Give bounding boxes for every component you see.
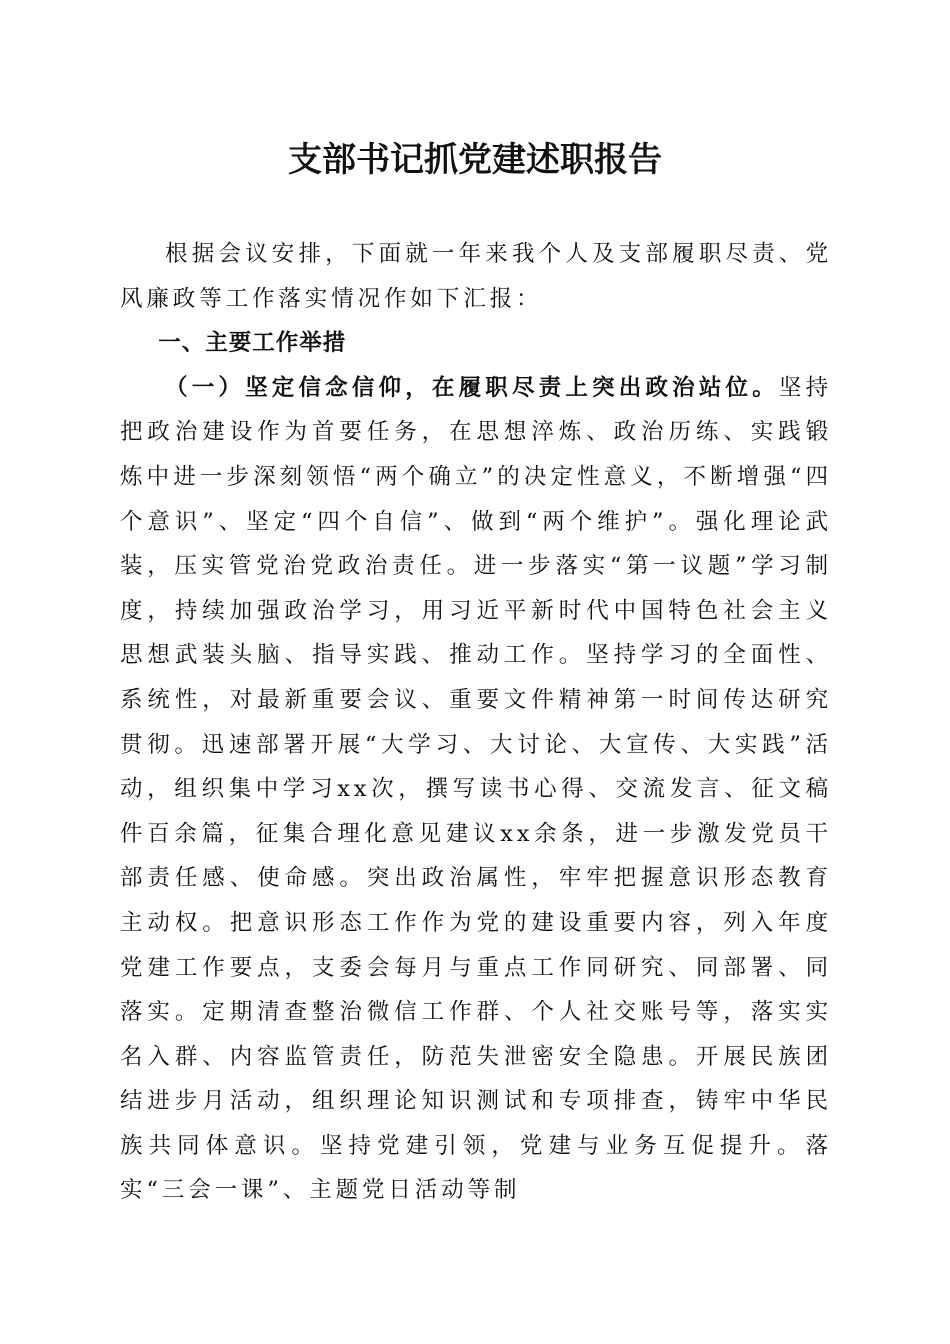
intro-paragraph: 根据会议安排，下面就一年来我个人及支部履职尽责、党风廉政等工作落实情况作如下汇报： — [120, 241, 832, 312]
subsection-body-1: 坚持把政治建设作为首要任务，在思想淬炼、政治历练、实践锻炼中进一步深刻领悟“两个确立”的决定性意义，不断增强“四个意识”、坚定“四个自信”、做到“两个维护”。强化理论武装，压实管党治党政治责任。进一步落实“第一议题”学习制度，持续加强政治学习，用习近平新时代中国特色社会主义思想武装头脑、指导实践、推动工作。坚持学习的全面性、系统性，对最新重要会议、重要文件精神第一时间传达研究贯彻。迅速部署开展“大学习、大讨论、大宣传、大实践”活动，组织集中学习xx次，撰写读书心得、交流发言、征文稿件百余篇，征集合理化意见建议xx余条，进一步激发党员干部责任感、使命感。突出政治属性，牢牢把握意识形态教育主动权。把意识形态工作作为党的建设重要内容，列入年度党建工作要点，支委会每月与重点工作同研究、同部署、同落实。定期清查整治微信工作群、个人社交账号等，落实实名入群、内容监管责任，防范失泄密安全隐患。开展民族团结进步月活动，组织理论知识测试和专项排查，铸牢中华民族共同体意识。坚持党建引领，党建与业务互促提升。落实“三会一课”、主题党日活动等制 — [120, 374, 832, 1204]
document-title: 支部书记抓党建述职报告 — [288, 140, 662, 180]
subsection-heading-1: （一）坚定信念信仰，在履职尽责上突出政治站位。 — [165, 374, 779, 401]
document-body — [120, 232, 832, 1213]
section-heading-main-measures: 一、主要工作举措 — [158, 330, 347, 357]
subsection-paragraph-1 — [120, 366, 832, 1213]
